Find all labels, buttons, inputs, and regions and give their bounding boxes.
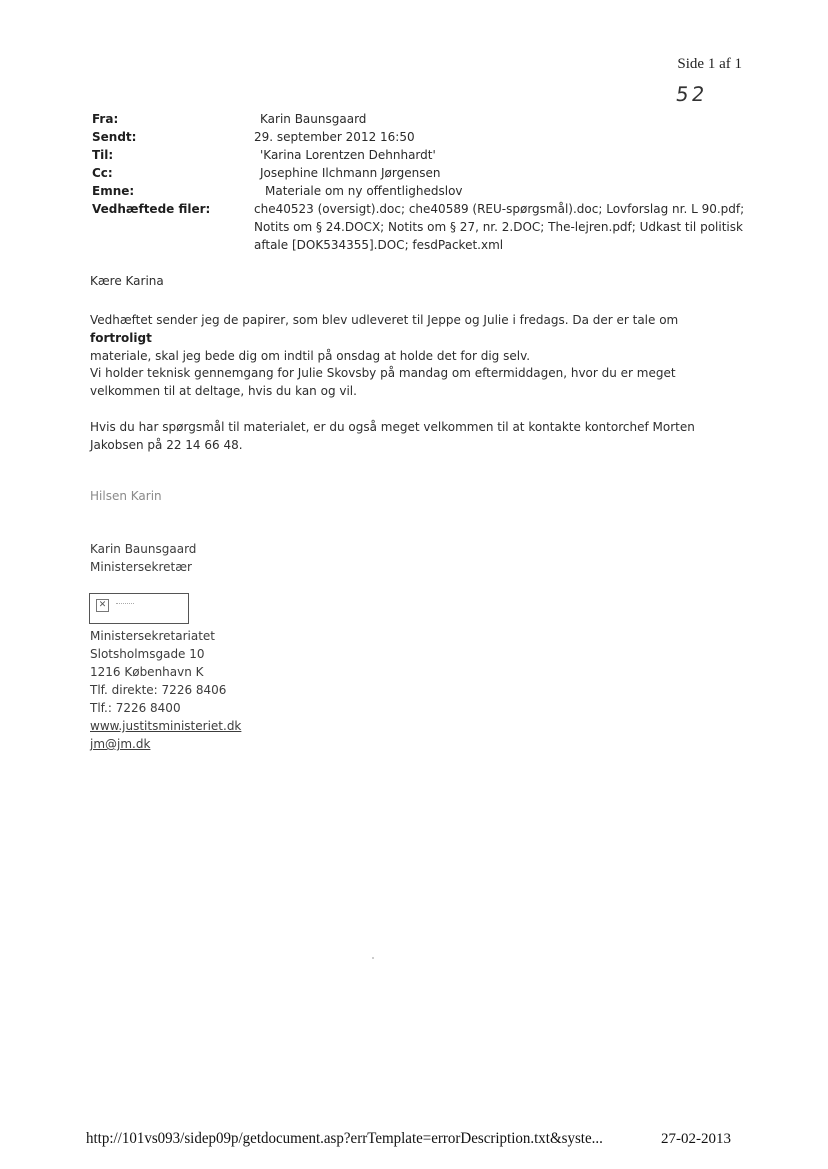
- cc-value: Josephine Ilchmann Jørgensen: [260, 166, 441, 180]
- subject-label: Emne:: [92, 184, 135, 198]
- broken-image-icon: ✕: [96, 599, 109, 612]
- from-row: [92, 110, 752, 128]
- attachments-line: aftale [DOK534355].DOC; fesdPacket.xml: [254, 238, 504, 252]
- footer-date: 27-02-2013: [661, 1131, 731, 1147]
- paragraph-line: [90, 311, 740, 347]
- signature-title: Ministersekretær: [90, 560, 192, 574]
- sent-row: [92, 128, 752, 146]
- paragraph-line: Jakobsen på 22 14 66 48.: [90, 438, 243, 452]
- broken-image-placeholder: [89, 593, 189, 624]
- footer-url: http://101vs093/sidep09p/getdocument.asp?errTemplate=errorDescription.txt&syste...: [86, 1130, 603, 1148]
- address-phone: Tlf.: 7226 8400: [90, 701, 181, 715]
- address-street: Slotsholmsgade 10: [90, 647, 205, 661]
- scan-speck: [372, 957, 374, 959]
- paragraph-contact: [90, 418, 740, 454]
- address-org: Ministersekretariatet: [90, 629, 216, 643]
- greeting: Kære Karina: [90, 274, 164, 288]
- paragraph-line: materiale, skal jeg bede dig om indtil på onsdag at holde det for dig selv.: [90, 349, 531, 363]
- sent-label: Sendt:: [92, 130, 137, 144]
- to-row: [92, 146, 752, 164]
- address-city: 1216 København K: [90, 665, 204, 679]
- cc-label: Cc:: [92, 166, 113, 180]
- confidential-emphasis: fortroligt: [90, 331, 152, 345]
- to-label: Til:: [92, 148, 114, 162]
- handwritten-page-mark: 52: [674, 82, 710, 106]
- signature-name: Karin Baunsgaard: [90, 542, 197, 556]
- address-phone-direct: Tlf. direkte: 7226 8406: [90, 683, 227, 697]
- paragraph-line: Hvis du har spørgsmål til materialet, er du også meget velkommen til at kontakte kontorchef Morten: [90, 420, 695, 434]
- attachments-label: Vedhæftede filer:: [92, 202, 211, 216]
- signature: [90, 540, 740, 576]
- placeholder-dash: [116, 603, 134, 604]
- attachments-line: Notits om § 24.DOCX; Notits om § 27, nr. 2.DOC; The-lejren.pdf; Udkast til politisk: [254, 220, 743, 234]
- address-block: [90, 627, 740, 753]
- website-link[interactable]: www.justitsministeriet.dk: [90, 719, 242, 733]
- from-label: Fra:: [92, 112, 119, 126]
- attachments-value: [254, 200, 752, 254]
- email-header-block: [92, 110, 752, 254]
- paragraph-line: Vi holder teknisk gennemgang for Julie Skovsby på mandag om eftermiddagen, hvor du er meget: [90, 366, 676, 380]
- paragraph-text: Vedhæftet sender jeg de papirer, som blev udleveret til Jeppe og Julie i fredags. Da der er tale om: [90, 313, 679, 327]
- closing: Hilsen Karin: [90, 489, 162, 503]
- cc-row: [92, 164, 752, 182]
- paragraph-review: [90, 364, 740, 400]
- page-number-header: Side 1 af 1: [677, 56, 742, 72]
- paragraph-line: velkommen til at deltage, hvis du kan og vil.: [90, 384, 357, 398]
- from-value: Karin Baunsgaard: [260, 112, 367, 126]
- attachments-row: [92, 200, 752, 254]
- email-link[interactable]: jm@jm.dk: [90, 737, 151, 751]
- subject-value: Materiale om ny offentlighedslov: [265, 184, 463, 198]
- sent-value: 29. september 2012 16:50: [254, 130, 415, 144]
- paragraph-attachments: [90, 311, 740, 365]
- to-value: 'Karina Lorentzen Dehnhardt': [260, 148, 436, 162]
- attachments-line: che40523 (oversigt).doc; che40589 (REU-spørgsmål).doc; Lovforslag nr. L 90.pdf;: [254, 202, 745, 216]
- subject-row: [92, 182, 752, 200]
